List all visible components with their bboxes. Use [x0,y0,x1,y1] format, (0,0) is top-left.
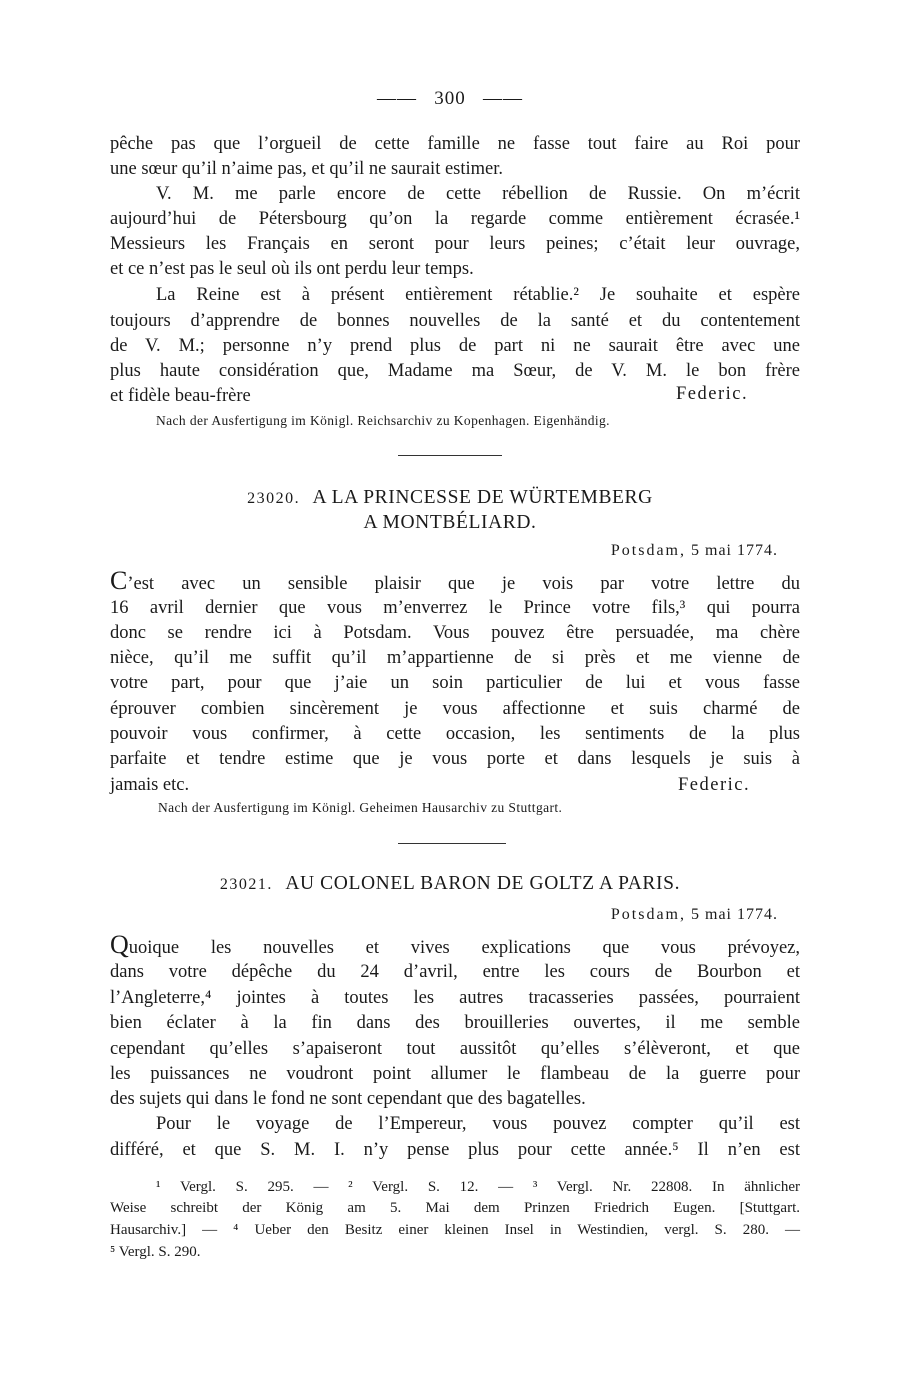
first-line-text: uoique les nouvelles et vives explications que vous prévoyez, [128,938,800,958]
initial-letter: Q [110,930,129,959]
source-note: Nach der Ausfertigung im Königl. Reichsarchiv zu Kopenhagen. Eigenhändig. [156,413,610,428]
text-line: jamais etc. [110,775,190,795]
text-line: La Reine est à présent entièrement rétablie.² Je souhaite et espère [156,285,800,305]
text-line: bien éclater à la fin dans des brouilleries ouvertes, il me semble [110,1013,800,1033]
text-line: différé, et que S. M. I. n’y pense plus pour cette année.⁵ Il n’en est [110,1140,800,1160]
text-line [110,566,800,597]
letter-date [611,906,778,924]
text-line: Messieurs les Français en seront pour leurs peines; c’était leur ouvrage, [110,234,800,254]
letter-number: 23020. [247,490,301,507]
letter-heading [0,487,900,509]
text-line: pouvoir vous confirmer, à cette occasion, les sentiments de la plus [110,724,800,744]
section-divider [398,455,502,456]
footnote-line: ⁵ Vergl. S. 290. [110,1244,201,1260]
signature: Federic. [678,775,751,795]
text-line: plus haute considération que, Madame ma Sœur, de V. M. le bon frère [110,361,800,381]
text-line: donc se rendre ici à Potsdam. Vous pouvez être persuadée, ma chère [110,623,800,643]
footnote-line: ¹ Vergl. S. 295. — ² Vergl. S. 12. — ³ Vergl. Nr. 22808. In ähnlicher [156,1179,800,1195]
date-day: 5 mai 1774. [691,542,778,559]
text-line: les puissances ne voudront point allumer le flambeau de la guerre pour [110,1064,800,1084]
text-line: nièce, qu’il me suffit qu’il m’appartienne de si près et me vienne de [110,648,800,668]
footnote-line: Hausarchiv.] — ⁴ Ueber den Besitz einer kleinen Insel in Westindien, vergl. S. 280. — [110,1222,800,1238]
text-line: et fidèle beau-frère [110,386,251,406]
text-line: aujourd’hui de Pétersbourg qu’on la regarde comme entièrement écrasée.¹ [110,209,800,229]
letter-heading-line2: A MONTBÉLIARD. [363,512,537,533]
text-line: cependant qu’elles s’apaiseront tout aussitôt qu’elles s’élèveront, et que [110,1039,800,1059]
text-line: parfaite et tendre estime que je vous porte et dans lesquels je suis à [110,749,800,769]
section-divider [398,843,506,844]
page-number-value: 300 [434,88,466,109]
text-line: de V. M.; personne n’y prend plus de part ni ne saurait être avec une [110,336,800,356]
page-number: —— 300 —— [377,88,523,109]
footnote-line: Weise schreibt der König am 5. Mai dem Prinzen Friedrich Eugen. [Stuttgart. [110,1200,800,1216]
text-line: des sujets qui dans le fond ne sont cependant que des bagatelles. [110,1089,586,1109]
text-line: dans votre dépêche du 24 d’avril, entre les cours de Bourbon et [110,962,800,982]
letter-date [611,542,778,560]
text-line: une sœur qu’il n’aime pas, et qu’il ne saurait estimer. [110,159,504,179]
text-line: et ce n’est pas le seul où ils ont perdu leur temps. [110,259,474,279]
text-line: votre part, pour que j’aie un soin particulier de lui et vous fasse [110,673,800,693]
source-note: Nach der Ausfertigung im Königl. Geheimen Hausarchiv zu Stuttgart. [158,800,563,815]
date-place: Potsdam, [610,542,686,559]
text-line: toujours d’apprendre de bonnes nouvelles de la santé et du contentement [110,311,800,331]
letter-number: 23021. [219,876,273,893]
text-line: l’Angleterre,⁴ jointes à toutes les autres tracasseries passées, pourraient [110,988,800,1008]
letter-recipient: AU COLONEL BARON DE GOLTZ A PARIS. [285,873,681,894]
letter-recipient: A LA PRINCESSE DE WÜRTEMBERG [312,487,653,508]
text-line [110,930,800,961]
date-place: Potsdam, [610,906,686,923]
text-line: éprouver combien sincèrement je vous affectionne et suis charmé de [110,699,800,719]
letter-heading [0,873,900,895]
text-line: Pour le voyage de l’Empereur, vous pouvez compter qu’il est [156,1114,800,1134]
text-line: V. M. me parle encore de cette rébellion de Russie. On m’écrit [156,184,800,204]
initial-letter: C [110,566,128,595]
text-line: pêche pas que l’orgueil de cette famille ne fasse tout faire au Roi pour [110,134,800,154]
signature: Federic. [676,384,749,404]
text-line: 16 avril dernier que vous m’enverrez le Prince votre fils,³ qui pourra [110,598,800,618]
date-day: 5 mai 1774. [691,906,778,923]
first-line-text: ’est avec un sensible plaisir que je vois par votre lettre du [127,574,800,594]
